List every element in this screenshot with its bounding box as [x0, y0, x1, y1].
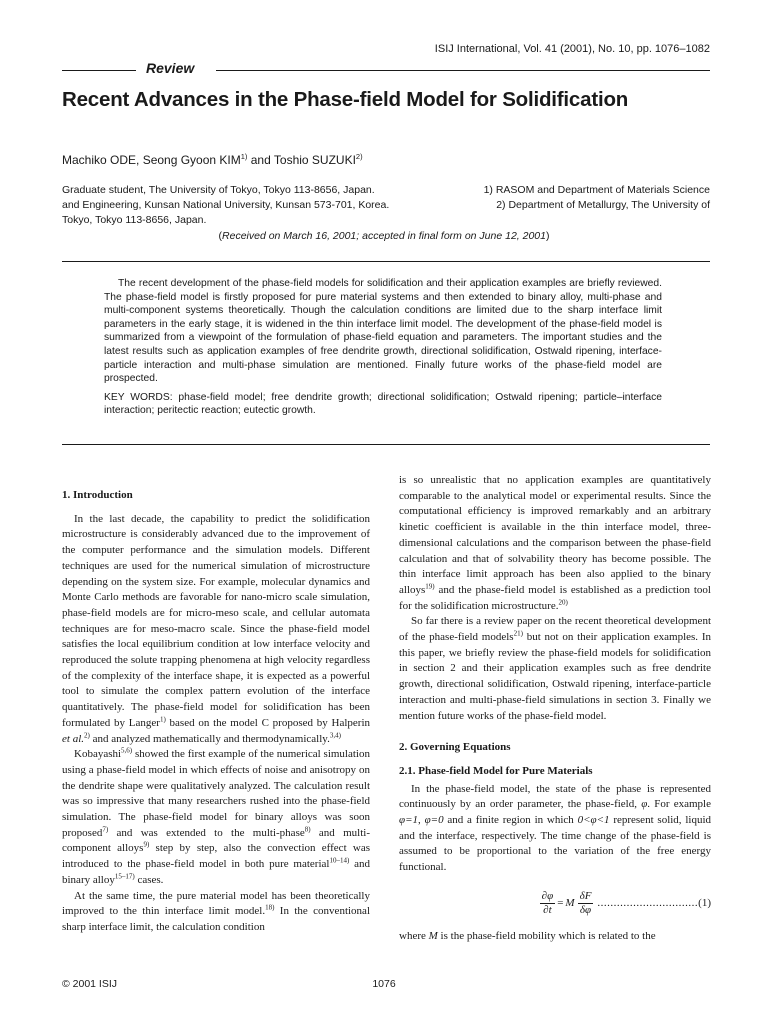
paragraph-text: step by step, also the convection effect was introduced to the phase-field model in both pure material [62, 842, 371, 871]
body-paragraph [399, 929, 711, 945]
citation-marker: 20) [558, 597, 568, 606]
affiliation-line: 1) RASOM and Department of Materials Science [483, 184, 710, 196]
math-symbol: M [428, 929, 438, 942]
emphasis-text: et al. [62, 732, 84, 745]
affiliation-line: Graduate student, The University of Tokyo, Tokyo 113-8656, Japan. [62, 184, 375, 196]
affiliation-marker: 1) [240, 152, 248, 161]
citation-marker: 8) [304, 825, 311, 834]
header-rule-left [62, 70, 136, 71]
paragraph-text: showed the first example of the numerical simulation using a phase-field model in which effects of noise and anisotropy on the dendrite shape were qualitatively analyzed. The calculation result was so impressive that many researchers rushed into the phase-field simulation. The phase-field model for binary alloys was soon proposed [62, 748, 370, 839]
body-paragraph [62, 889, 370, 936]
paragraph-text: and analyzed mathematically and thermodynamically. [89, 732, 330, 745]
paragraph-text: represent solid, liquid and the interface, respectively. The time change of the phase-field is assumed to be proportional to the variation of the free energy functional. [399, 814, 712, 874]
affiliation-line: Tokyo, Tokyo 113-8656, Japan. [62, 214, 207, 226]
citation-marker: 1) [159, 715, 166, 724]
header-rule-right [216, 70, 710, 71]
paragraph-text: based on the model C proposed by Halperin [165, 716, 370, 729]
paragraph-text: So far there is a review paper on the recent theoretical development of the phase-field models [399, 615, 711, 644]
affiliation-line: 2) Department of Metallurgy, The University of [496, 199, 710, 211]
body-paragraph [62, 512, 370, 748]
fraction-numerator: ∂φ [541, 889, 554, 902]
paper-title: Recent Advances in the Phase-field Model for Solidification [62, 88, 629, 111]
equals-sign: = [557, 896, 564, 909]
affiliation-block-left [62, 183, 389, 228]
math-expression: φ=0 [424, 814, 444, 827]
body-paragraph [399, 782, 711, 876]
author-list [62, 152, 363, 167]
subsection-heading-pure-materials: 2.1. Phase-field Model for Pure Materials [399, 764, 593, 777]
abstract-block [104, 277, 662, 418]
fraction-denominator: ∂t [543, 903, 552, 916]
received-dates [0, 230, 768, 242]
keywords: KEY WORDS: phase-field model; free dendrite growth; directional solidification; Ostwald ripening; particle–interface interaction; peritectic reaction; eutectic growth. [104, 391, 662, 417]
body-paragraph [399, 473, 711, 614]
paragraph-text: but not on their application examples. In this paper, we briefly review the phase-field models for solidification in section 2 and their application examples such as free dendrite growth, directional solidification, Ostwald ripening, interface-particle interaction and multi-phase-field simulations in section 3. Finally we mention future works of the phase-field model. [399, 631, 711, 722]
paragraph-text: where [399, 929, 429, 942]
page-number: 1076 [372, 978, 396, 990]
fraction-rhs [578, 890, 594, 917]
body-column-right [399, 473, 711, 945]
equation-leader-dots: ............................... [597, 896, 699, 909]
fraction-lhs [540, 890, 556, 917]
paragraph-text: and was extended to the multi-phase [108, 826, 305, 839]
paragraph-text: is the phase-field mobility which is related to the [437, 929, 656, 942]
paragraph-text: In the phase-field model, the state of the phase is represented continuously by an order parameter, the phase-field, [399, 782, 711, 811]
body-paragraph [62, 747, 370, 888]
abstract-rule-bottom [62, 444, 710, 445]
copyright-notice: © 2001 ISIJ [62, 978, 118, 990]
citation-marker: 3,4) [329, 730, 341, 739]
received-text: Received on March 16, 2001; accepted in final form on June 12, 2001 [222, 230, 546, 242]
fraction-denominator: δφ [579, 903, 592, 916]
received-paren-open: ( [218, 230, 223, 242]
abstract-text: The recent development of the phase-field models for solidification and their application examples are briefly reviewed. The phase-field model is firstly proposed for pure material systems and then extended to binary alloy, multi-phase and multi-component systems theoretically. Though the calculation conditions are limited due to the sharp interface limit parameters in the early stage, it is widened in the thin interface limit model. The development of the phase-field model is summarized from a viewpoint of the formulation of phase-field equation and parameters. The important studies and the latest results such as application examples of free dendrite growth, directional solidification, Ostwald ripening, interface-particle interaction and multi-phase simulation are mentioned. Finally future works of the phase-field model are prospected. [104, 278, 662, 385]
equation-number: (1) [698, 896, 711, 909]
citation-marker: 2) [84, 730, 90, 739]
paragraph-text: and binary alloy [62, 858, 370, 886]
section-heading-introduction: 1. Introduction [62, 489, 133, 501]
body-column-left [62, 488, 370, 936]
citation-marker: 10–14) [329, 856, 350, 865]
paragraph-text: In the last decade, the capability to predict the solidification microstructure is considerably advanced due to the improvement of the computer performance and the simulation models. Different techniques are used for the numerical simulation of microstructure depending on the system size. For example, molecular dynamics and Monte Carlo methods are favorable for nano-micro scale simulation, phase-field models are for micro-meso scale, and cellular automata techniques are for meso-macro scale. Since the phase-field model satisfies the local equilibrium condition at low interface velocity and reproduced the solute trapping phenomena at high velocity regardless of the complexity of the interface shape, it is expected as a powerful tool to simulate the complex pattern evolution of the interface quantitatively. The phase-field model for solidification has been formulated by Langer [62, 512, 370, 729]
math-expression: φ=1 [399, 814, 419, 827]
section-heading-governing-equations: 2. Governing Equations [399, 741, 511, 754]
citation-marker: 5,6) [121, 746, 133, 755]
paragraph-text: and the phase-field model is established as a prediction tool for the solidification microstructure. [399, 583, 711, 612]
mobility-symbol: M [565, 896, 575, 909]
paragraph-text: Kobayashi [74, 748, 122, 761]
affiliation-line: and Engineering, Kunsan National University, Kunsan 573-701, Korea. [62, 199, 390, 211]
abstract-rule-top [62, 261, 710, 262]
paragraph-text: At the same time, the pure material model has been theoretically improved to the thin interface limit model. [62, 889, 370, 918]
paragraph-text: , [418, 814, 425, 827]
journal-citation: ISIJ International, Vol. 41 (2001), No. 10, pp. 1076–1082 [434, 43, 710, 55]
affiliation-block-right [484, 183, 710, 213]
citation-marker: 9) [143, 840, 150, 849]
author-names-2: and Toshio SUZUKI [247, 153, 356, 167]
received-paren-close: ) [545, 230, 550, 242]
math-expression: 0<φ<1 [577, 814, 610, 827]
section-label: Review [146, 60, 195, 76]
body-paragraph [399, 614, 711, 724]
paragraph-text: and a finite region in which [443, 814, 578, 827]
fraction-numerator: δF [579, 889, 592, 902]
math-symbol: φ [641, 798, 648, 811]
author-names-1: Machiko ODE, Seong Gyoon KIM [62, 153, 241, 167]
paragraph-text: cases. [134, 873, 164, 886]
citation-marker: 21) [513, 629, 523, 638]
paragraph-text: and multi-component alloys [62, 826, 370, 855]
affiliation-marker: 2) [355, 152, 363, 161]
paragraph-text: In the conventional sharp interface limit, the calculation condition [62, 905, 370, 933]
citation-marker: 18) [265, 903, 275, 912]
citation-marker: 15–17) [114, 872, 135, 881]
citation-marker: 19) [425, 582, 435, 591]
paragraph-text: is so unrealistic that no application examples are quantitatively comparable to the analytical model or experimental results. Since the computational efficiency is improved remarkably and an arbitrary kinetic coefficient is available in the thin interface model, three-dimensional calculations and the comparison between the phase-field calculation and that of solvability theory has become possible. The thin interface limit approach has been also applied to the binary alloys [399, 474, 711, 596]
paragraph-text: . For example [647, 798, 711, 811]
citation-marker: 7) [102, 825, 109, 834]
equation-1 [399, 890, 711, 917]
